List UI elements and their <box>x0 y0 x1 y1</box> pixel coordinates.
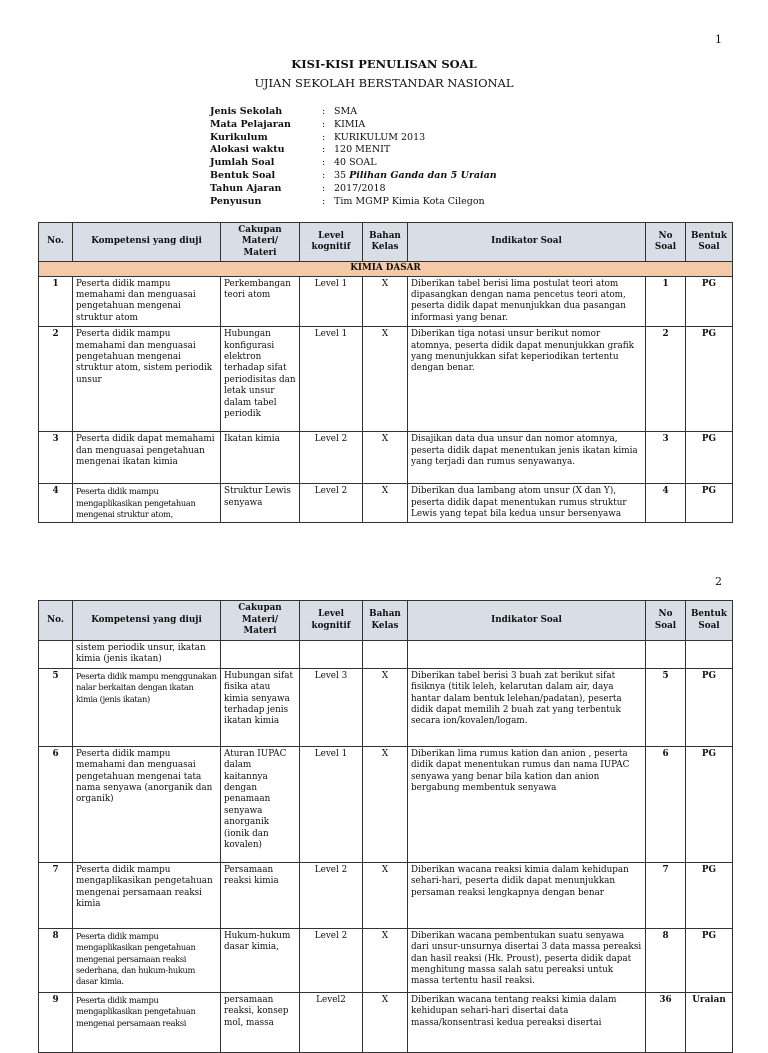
header-nosoal: No Soal <box>646 223 686 262</box>
header-nosoal: No Soal <box>646 601 686 641</box>
header-bentuk: Bentuk Soal <box>686 601 733 641</box>
header-bahan: Bahan Kelas <box>363 223 408 262</box>
cell-cakupan: Ikatan kimia <box>221 432 300 484</box>
meta-row <box>210 196 497 209</box>
cell-level: Level 2 <box>300 432 363 484</box>
cell-level <box>300 641 363 669</box>
meta-colon: : <box>322 106 326 117</box>
header-no: No. <box>39 601 73 641</box>
cell-bahan: X <box>363 276 408 327</box>
meta-value-plain: 35 <box>334 169 350 181</box>
meta-row <box>210 119 497 132</box>
meta-value: Tim MGMP Kimia Kota Cilegon <box>334 195 485 207</box>
cell-no: 8 <box>39 928 73 992</box>
table-row <box>39 862 733 928</box>
cell-bahan: X <box>363 432 408 484</box>
header-level: Level kognitif <box>300 601 363 641</box>
cell-bentuk: PG <box>686 746 733 862</box>
table-row <box>39 484 733 523</box>
table-row <box>39 992 733 1052</box>
header-indikator: Indikator Soal <box>408 601 646 641</box>
meta-label: Tahun Ajaran <box>210 182 282 194</box>
cell-no: 6 <box>39 746 73 862</box>
cell-bentuk: PG <box>686 432 733 484</box>
meta-label: Penyusun <box>210 195 262 207</box>
table-row <box>39 276 733 327</box>
cell-kompetensi: Peserta didik dapat memahami dan menguasai pengetahuan mengenai ikatan kimia <box>73 432 221 484</box>
cell-indikator: Diberikan dua lambang atom unsur (X dan Y), peserta didik dapat menentukan rumus struktur Lewis yang tepat bila kedua unsur bersenyawa <box>408 484 646 523</box>
cell-bentuk: PG <box>686 327 733 432</box>
table-row <box>39 668 733 746</box>
page-number: 1 <box>715 33 722 46</box>
meta-value: KURIKULUM 2013 <box>334 131 426 143</box>
cell-indikator: Diberikan wacana reaksi kimia dalam kehidupan sehari-hari, peserta didik dapat menunjukkan persaman reaksi lengkapnya dengan benar <box>408 862 646 928</box>
cell-indikator: Diberikan tabel berisi 3 buah zat berikut sifat fisiknya (titik leleh, kelarutan dalam air, daya hantar dalam bentuk lelehan/padatan), peserta didik dapat memilih 2 buah zat yang terbentuk secara ion/kovalen/logam. <box>408 668 646 746</box>
table-row <box>39 327 733 432</box>
header-level: Level kognitif <box>300 223 363 262</box>
cell-bentuk: PG <box>686 668 733 746</box>
meta-value: SMA <box>334 106 358 117</box>
meta-colon: : <box>322 195 326 207</box>
cell-kompetensi: Peserta didik mampu mengaplikasikan pengetahuan mengenai persamaan reaksi kimia <box>73 862 221 928</box>
cell-cakupan: Hukum-hukum dasar kimia, <box>221 928 300 992</box>
cell-kompetensi: Peserta didik mampu menggunakan nalar berkaitan dengan ikatan kimia (jenis ikatan) <box>73 668 221 746</box>
table-header-row <box>39 601 733 641</box>
header-kompetensi: Kompetensi yang diuji <box>73 601 221 641</box>
meta-label: Jenis Sekolah <box>210 106 283 117</box>
cell-indikator: Diberikan wacana pembentukan suatu senyawa dari unsur-unsurnya disertai 3 data massa pereaksi dan hasil reaksi (Hk. Proust), peserta didik dapat menghitung massa salah satu pereaksi untuk massa tertentu hasil reaksi. <box>408 928 646 992</box>
document-metadata <box>210 106 497 208</box>
section-title: KIMIA DASAR <box>39 262 733 276</box>
cell-no: 2 <box>39 327 73 432</box>
cell-nosoal <box>646 641 686 669</box>
cell-indikator: Diberikan lima rumus kation dan anion , peserta didik dapat menentukan rumus dan nama IUPAC senyawa yang benar bila kation dan anion bergabung membentuk senyawa <box>408 746 646 862</box>
meta-label: Alokasi waktu <box>210 144 285 156</box>
cell-level: Level 1 <box>300 746 363 862</box>
cell-kompetensi: Peserta didik mampu mengaplikasikan pengetahuan mengenai struktur atom, <box>73 484 221 523</box>
meta-colon: : <box>322 144 326 156</box>
cell-cakupan: Persamaan reaksi kimia <box>221 862 300 928</box>
document-subtitle: UJIAN SEKOLAH BERSTANDAR NASIONAL <box>254 76 514 90</box>
cell-bahan: X <box>363 928 408 992</box>
cell-bahan: X <box>363 992 408 1052</box>
cell-level: Level 2 <box>300 484 363 523</box>
cell-cakupan: Hubungan sifat fisika atau kimia senyawa terhadap jenis ikatan kimia <box>221 668 300 746</box>
cell-bahan: X <box>363 862 408 928</box>
meta-value: 2017/2018 <box>334 182 386 194</box>
meta-colon: : <box>322 118 326 130</box>
cell-no: 3 <box>39 432 73 484</box>
cell-bentuk: PG <box>686 276 733 327</box>
cell-kompetensi: Peserta didik mampu mengaplikasikan pengetahuan mengenai persamaan reaksi sederhana, dan hukum-hukum dasar kimia. <box>73 928 221 992</box>
cell-nosoal: 8 <box>646 928 686 992</box>
page-number: 2 <box>715 575 722 588</box>
cell-bahan: X <box>363 668 408 746</box>
cell-level: Level2 <box>300 992 363 1052</box>
cell-no: 5 <box>39 668 73 746</box>
cell-nosoal: 7 <box>646 862 686 928</box>
cell-level: Level 3 <box>300 668 363 746</box>
meta-row <box>210 106 497 119</box>
meta-colon: : <box>322 182 326 194</box>
cell-nosoal: 3 <box>646 432 686 484</box>
cell-indikator: Diberikan tabel berisi lima postulat teori atom dipasangkan dengan nama pencetus teori atom, peserta didik dapat menunjukkan dua pasangan informasi yang benar. <box>408 276 646 327</box>
meta-label: Kurikulum <box>210 131 268 143</box>
cell-nosoal: 5 <box>646 668 686 746</box>
cell-bentuk: PG <box>686 862 733 928</box>
meta-value: 40 SOAL <box>334 157 377 169</box>
header-cakupan: Cakupan Materi/ Materi <box>221 223 300 262</box>
meta-label: Jumlah Soal <box>210 157 275 169</box>
header-bentuk: Bentuk Soal <box>686 223 733 262</box>
cell-bahan: X <box>363 484 408 523</box>
cell-kompetensi: Peserta didik mampu memahami dan menguasai pengetahuan mengenai tata nama senyawa (anorganik dan organik) <box>73 746 221 862</box>
cell-indikator: Disajikan data dua unsur dan nomor atomnya, peserta didik dapat menentukan jenis ikatan kimia yang terjadi dan rumus senyawanya. <box>408 432 646 484</box>
meta-value-italic: Pilihan Ganda dan 5 Uraian <box>349 169 497 181</box>
cell-indikator: Diberikan wacana tentang reaksi kimia dalam kehidupan sehari-hari disertai data massa/konsentrasi kedua pereaksi disertai <box>408 992 646 1052</box>
header-no: No. <box>39 223 73 262</box>
cell-nosoal: 1 <box>646 276 686 327</box>
cell-indikator: Diberikan tiga notasi unsur berikut nomor atomnya, peserta didik dapat menunjukkan grafik yang menunjukkan sifat keperiodikan tertentu dengan benar. <box>408 327 646 432</box>
cell-level: Level 2 <box>300 928 363 992</box>
cell-cakupan <box>221 641 300 669</box>
cell-no: 4 <box>39 484 73 523</box>
cell-nosoal: 2 <box>646 327 686 432</box>
cell-nosoal: 4 <box>646 484 686 523</box>
meta-value: 120 MENIT <box>334 144 391 156</box>
cell-nosoal: 6 <box>646 746 686 862</box>
cell-no: 7 <box>39 862 73 928</box>
table-row <box>39 746 733 862</box>
meta-row <box>210 170 497 183</box>
cell-cakupan: Struktur Lewis senyawa <box>221 484 300 523</box>
meta-row <box>210 157 497 170</box>
header-indikator: Indikator Soal <box>408 223 646 262</box>
cell-cakupan: Aturan IUPAC dalam kaitannya dengan penamaan senyawa anorganik (ionik dan kovalen) <box>221 746 300 862</box>
cell-indikator <box>408 641 646 669</box>
document-title: KISI-KISI PENULISAN SOAL <box>291 57 477 71</box>
meta-colon: : <box>322 131 326 143</box>
header-bahan: Bahan Kelas <box>363 601 408 641</box>
header-kompetensi: Kompetensi yang diuji <box>73 223 221 262</box>
cell-bahan <box>363 641 408 669</box>
cell-level: Level 2 <box>300 862 363 928</box>
cell-kompetensi: Peserta didik mampu memahami dan menguasai pengetahuan mengenai struktur atom, sistem periodik unsur <box>73 327 221 432</box>
meta-value <box>334 170 497 183</box>
meta-colon: : <box>322 169 326 181</box>
meta-value: KIMIA <box>334 118 366 130</box>
cell-no <box>39 641 73 669</box>
cell-kompetensi: sistem periodik unsur, ikatan kimia (jenis ikatan) <box>73 641 221 669</box>
cell-bentuk: PG <box>686 928 733 992</box>
meta-label: Mata Pelajaran <box>210 118 291 130</box>
meta-row <box>210 132 497 145</box>
kisi-kisi-table-page-2 <box>38 600 733 1053</box>
header-cakupan: Cakupan Materi/ Materi <box>221 601 300 641</box>
cell-kompetensi: Peserta didik mampu memahami dan menguasai pengetahuan mengenai struktur atom <box>73 276 221 327</box>
table-row <box>39 928 733 992</box>
cell-kompetensi: Peserta didik mampu mengaplikasikan pengetahuan mengenai persamaan reaksi <box>73 992 221 1052</box>
cell-bahan: X <box>363 327 408 432</box>
meta-row <box>210 144 497 157</box>
cell-level: Level 1 <box>300 327 363 432</box>
meta-label: Bentuk Soal <box>210 169 276 181</box>
cell-cakupan: Hubungan konfigurasi elektron terhadap sifat periodisitas dan letak unsur dalam tabel periodik <box>221 327 300 432</box>
cell-bentuk: Uraian <box>686 992 733 1052</box>
table-row <box>39 432 733 484</box>
meta-row <box>210 183 497 196</box>
kisi-kisi-table-page-1 <box>38 222 733 523</box>
cell-nosoal: 36 <box>646 992 686 1052</box>
cell-cakupan: Perkembangan teori atom <box>221 276 300 327</box>
cell-cakupan: persamaan reaksi, konsep mol, massa <box>221 992 300 1052</box>
cell-no: 9 <box>39 992 73 1052</box>
cell-bentuk <box>686 641 733 669</box>
table-row <box>39 641 733 669</box>
meta-colon: : <box>322 157 326 169</box>
section-row <box>39 262 733 276</box>
cell-no: 1 <box>39 276 73 327</box>
cell-level: Level 1 <box>300 276 363 327</box>
cell-bentuk: PG <box>686 484 733 523</box>
cell-bahan: X <box>363 746 408 862</box>
table-header-row <box>39 223 733 262</box>
